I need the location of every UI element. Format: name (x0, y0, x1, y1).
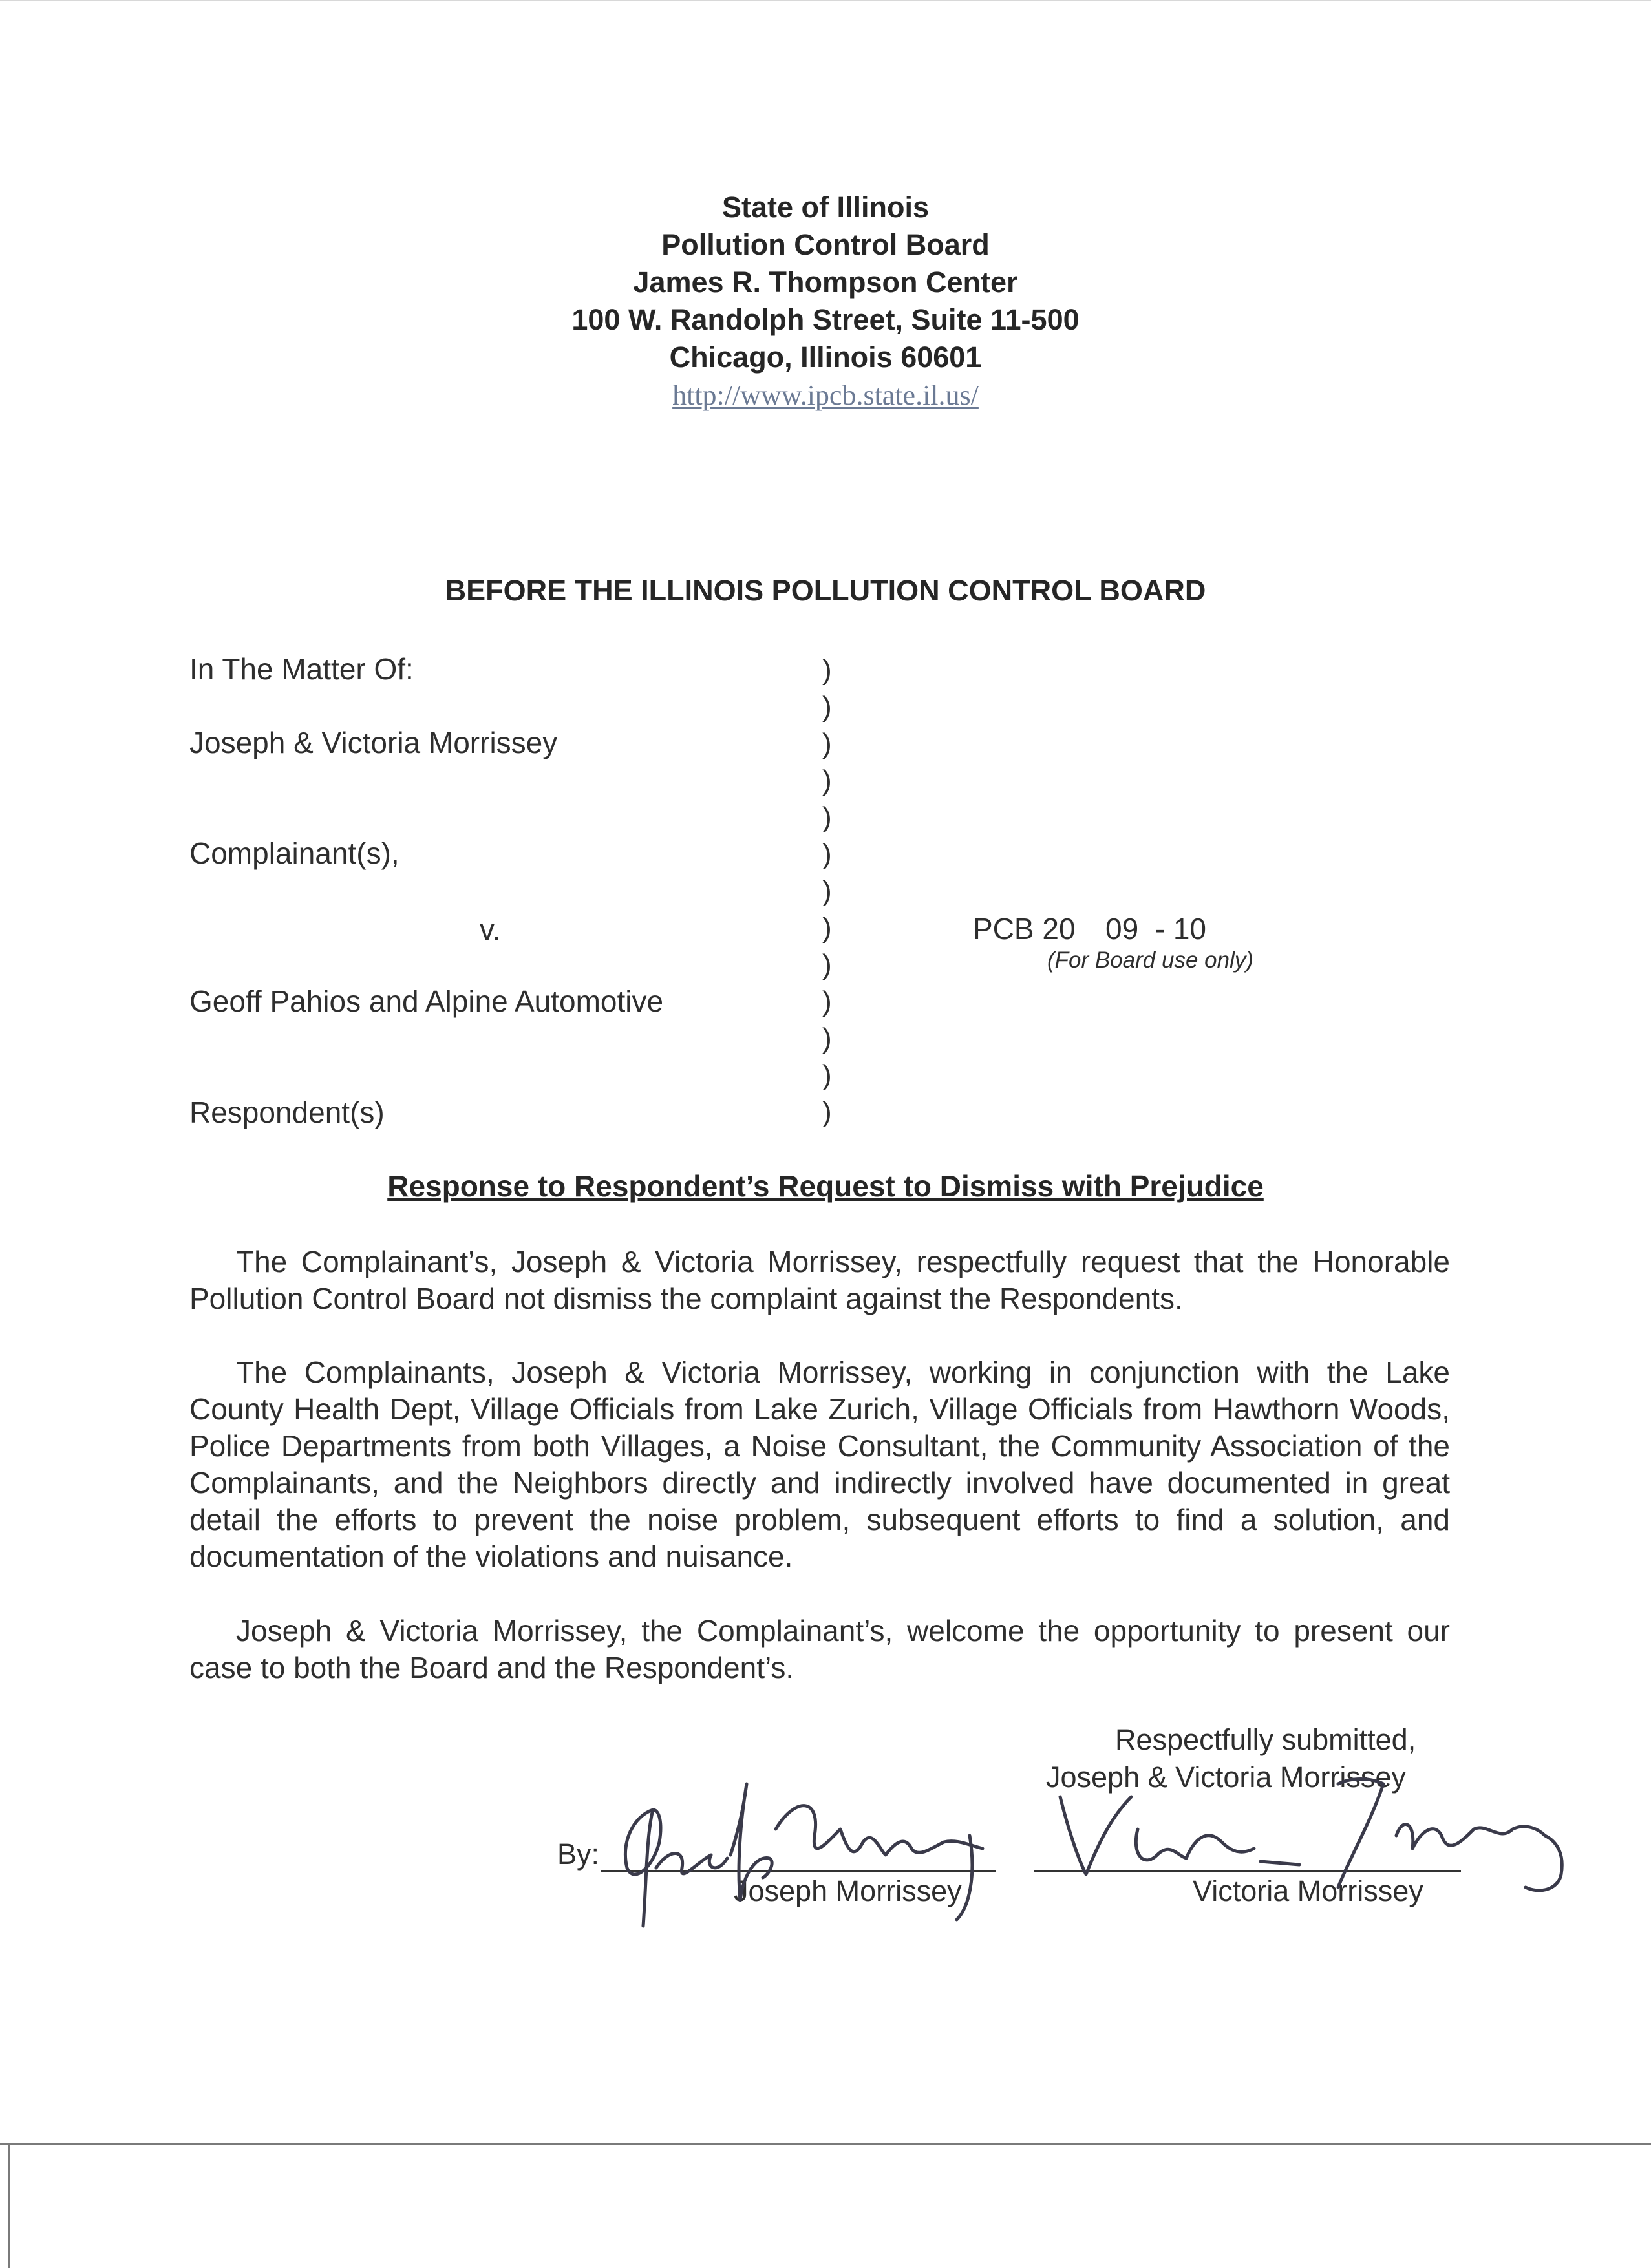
response-title: Response to Respondent’s Request to Dismiss with Prejudice (387, 1169, 1264, 1203)
before-board-title: BEFORE THE ILLINOIS POLLUTION CONTROL BOARD (445, 574, 1206, 607)
case-number: 09 - 10 (1105, 912, 1206, 946)
victoria-signature-image (1047, 1758, 1577, 1913)
top-border-line (0, 0, 1651, 1)
closing-text: Respectfully submitted, (1115, 1723, 1416, 1756)
versus-label: v. (480, 913, 501, 946)
complainant-label: Complainant(s), (189, 836, 399, 870)
paragraph-documentation: The Complainants, Joseph & Victoria Morrissey, working in conjunction with the Lake County Health Dept, Village Officials from Lake Zurich, Village Officials from Hawthorn Woods, Police Departments from both Villages, a Noise Consultant, the Community Association of the Complainants, and the Neighbors directly and indirectly involved have documented in great detail the efforts to prevent the noise problem, subsequent efforts to find a solution, and documentation of the violations and nuisance. (189, 1355, 1450, 1573)
complainants-names: Joseph & Victoria Morrissey (189, 726, 558, 759)
caption-paren: ) (822, 654, 832, 686)
caption-paren: ) (822, 1059, 832, 1091)
caption-paren: ) (822, 691, 832, 723)
respondent-label: Respondent(s) (189, 1096, 385, 1129)
left-border-line (8, 2143, 10, 2268)
caption-paren: ) (822, 801, 832, 833)
signer-victoria-name: Victoria Morrissey (1193, 1874, 1423, 1907)
caption-paren: ) (822, 875, 832, 907)
header-street: 100 W. Randolph Street, Suite 11-500 (571, 303, 1080, 336)
caption-paren: ) (822, 912, 832, 944)
header-building: James R. Thompson Center (633, 266, 1018, 299)
bottom-border-line (0, 2143, 1651, 2145)
case-prefix: PCB 20 (973, 912, 1076, 946)
paragraph-opportunity: Joseph & Victoria Morrissey, the Complainant’s, welcome the opportunity to present our case to both the Board and the Respondent’s. (189, 1614, 1450, 1684)
joseph-signature-image (608, 1771, 1021, 1933)
caption-paren: ) (822, 728, 832, 759)
caption-paren: ) (822, 1096, 832, 1128)
header-city: Chicago, Illinois 60601 (669, 341, 982, 374)
by-label: By: (557, 1838, 600, 1871)
board-website-link[interactable]: http://www.ipcb.state.il.us/ (672, 379, 979, 411)
in-the-matter-label: In The Matter Of: (189, 652, 414, 686)
caption-paren: ) (822, 765, 832, 796)
board-use-note: (For Board use only) (1047, 948, 1254, 973)
paragraph-request: The Complainant’s, Joseph & Victoria Morrissey, respectfully request that the Honorable Pollution Control Board not dismiss the complaint against the Respondents. (189, 1245, 1450, 1315)
header-board: Pollution Control Board (661, 228, 990, 261)
caption-paren: ) (822, 1023, 832, 1054)
submitters-names: Joseph & Victoria Morrissey (1046, 1761, 1406, 1794)
caption-paren: ) (822, 986, 832, 1017)
caption-paren: ) (822, 838, 832, 870)
respondents-names: Geoff Pahios and Alpine Automotive (189, 984, 664, 1018)
caption-paren: ) (822, 949, 832, 980)
letterhead (0, 189, 1651, 414)
signer-joseph-name: Joseph Morrissey (734, 1874, 962, 1907)
header-state: State of Illinois (721, 191, 930, 224)
